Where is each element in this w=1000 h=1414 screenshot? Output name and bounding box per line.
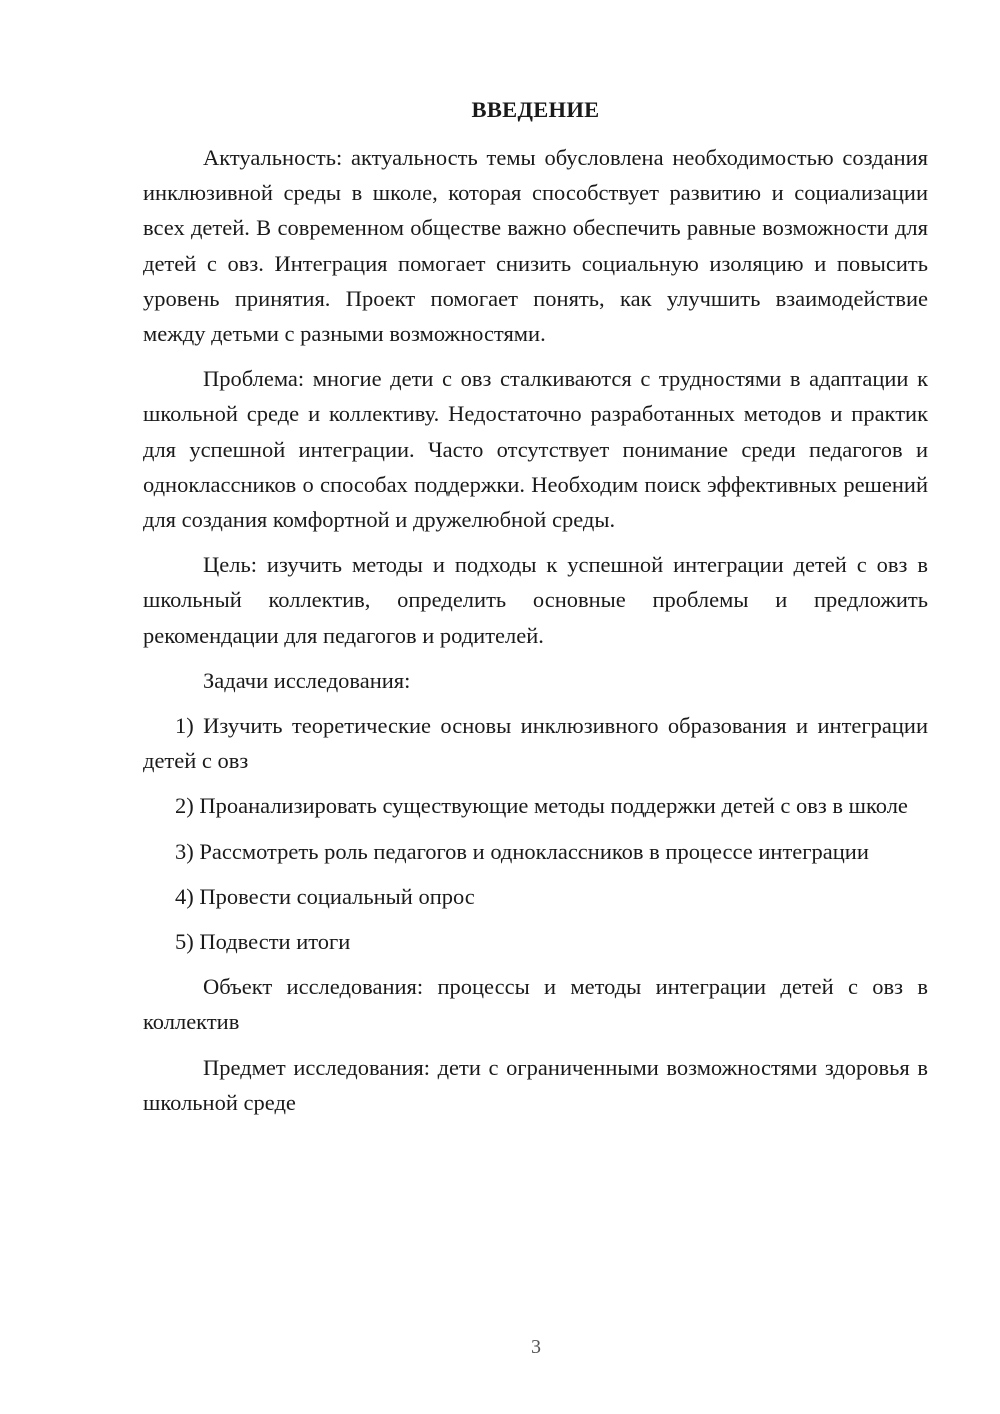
- task-item-1: 1) Изучить теоретические основы инклюзивного образования и интеграции детей с овз: [143, 713, 928, 774]
- task-item-3: 3) Рассмотреть роль педагогов и одноклассников в процессе интеграции: [175, 838, 869, 864]
- object-paragraph: Объект исследования: процессы и методы интеграции детей с овз в коллектив: [143, 974, 928, 1035]
- task-item-5: 5) Подвести итоги: [175, 929, 351, 955]
- subject-paragraph: Предмет исследования: дети с ограниченными возможностями здоровья в школьной среде: [143, 1054, 928, 1115]
- relevance-paragraph: Актуальность: актуальность темы обусловлена необходимостью создания инклюзивной среды в школе, которая способствует развитию и социализации всех детей. В современном обществе важно обеспечить равные возможности для детей с овз. Интеграция помогает снизить социальную изоляцию и повысить уровень принятия. Проект помогает понять, как улучшить взаимодействие между детьми с разными возможностями.: [143, 145, 928, 347]
- problem-paragraph: Проблема: многие дети с овз сталкиваются с трудностями в адаптации к школьной среде и коллективу. Недостаточно разработанных методов и практик для успешной интеграции. Часто отсутствует понимание среди педагогов и одноклассников о способах поддержки. Необходим поиск эффективных решений для создания комфортной и дружелюбной среды.: [143, 366, 928, 533]
- task-item-4: 4) Провести социальный опрос: [175, 883, 475, 909]
- goal-paragraph: Цель: изучить методы и подходы к успешной интеграции детей с овз в школьный коллектив, определить основные проблемы и предложить рекомендации для педагогов и родителей.: [143, 552, 928, 648]
- page-content: [143, 92, 928, 1130]
- page-number: 3: [531, 1336, 541, 1358]
- tasks-heading: Задачи исследования:: [203, 667, 411, 693]
- section-title: ВВЕДЕНИЕ: [471, 97, 600, 122]
- task-item-2: 2) Проанализировать существующие методы поддержки детей с овз в школе: [175, 793, 908, 819]
